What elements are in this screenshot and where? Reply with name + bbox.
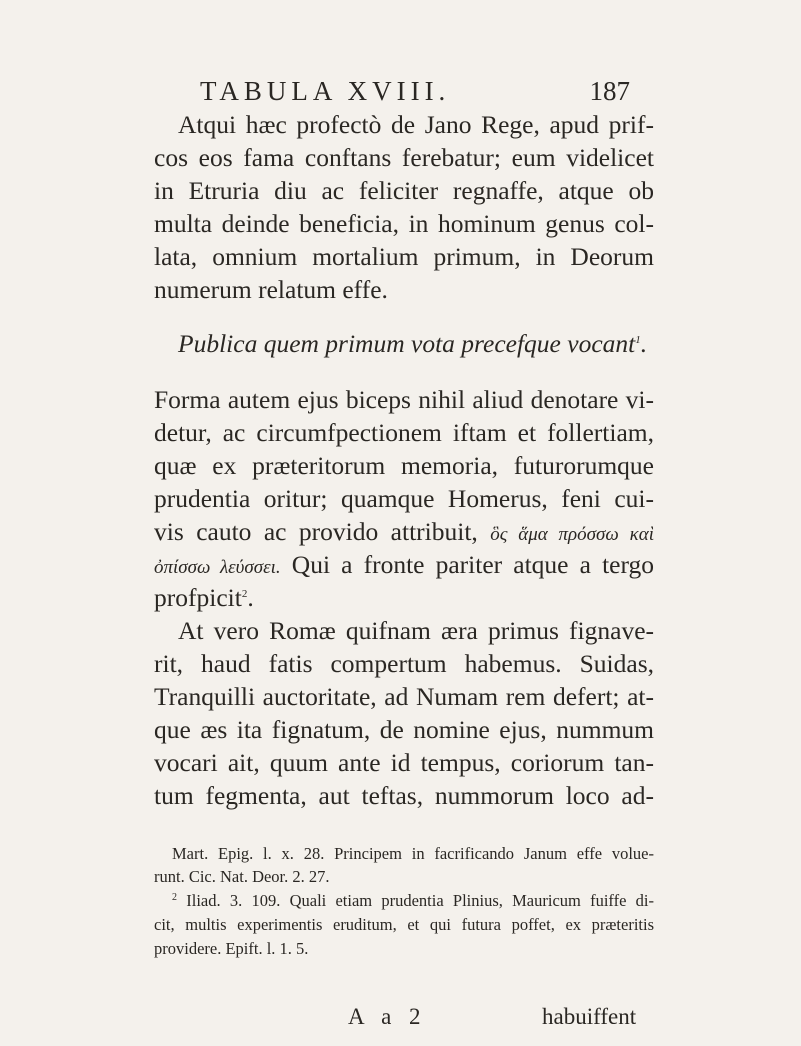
body-text: Qui a fronte pariter atque a tergo [291, 550, 654, 579]
running-title: TABULA XVIII. [200, 76, 451, 106]
footnote-line: cit, multis experimentis eruditum, et qui futura poffet, ex præteritis [154, 915, 654, 934]
body-line: At vero Romæ quifnam æra primus fignave- [178, 616, 654, 645]
page-number: 187 [589, 76, 630, 106]
footnote-line: runt. Cic. Nat. Deor. 2. 27. [154, 867, 330, 886]
body-line: tum fegmenta, aut teftas, nummorum loco ad- [154, 781, 654, 810]
greek-quotation: ὃς ἅμα πρόσσω καὶ [490, 524, 654, 545]
body-line: que æs ita fignatum, de nomine ejus, nummum [154, 715, 654, 744]
greek-quotation: ὀπίσσω λεύσσει. [154, 557, 281, 578]
body-text: profpicit [154, 583, 242, 612]
body-line: quæ ex præteritorum memoria, futurorumque [154, 451, 654, 480]
verse-text: Publica quem primum vota precefque vocant [178, 329, 636, 358]
body-line: in Etruria diu ac feliciter regnaffe, atque ob [154, 176, 654, 205]
body-line: Atqui hæc profectò de Jano Rege, apud prif- [178, 110, 654, 139]
body-line: multa deinde beneficia, in hominum genus col- [154, 209, 654, 238]
footnote-line [154, 893, 654, 910]
body-text: vis cauto ac provido attribuit, [154, 517, 478, 546]
footnote-line: Mart. Epig. l. x. 28. Principem in facrificando Janum effe volue- [172, 844, 654, 863]
body-line: lata, omnium mortalium primum, in Deorum [154, 242, 654, 271]
page-header [200, 76, 630, 107]
body-line-with-greek [154, 552, 654, 578]
body-line: cos eos fama conftans ferebatur; eum videlicet [154, 143, 654, 172]
body-line: prudentia oritur; quamque Homerus, feni cui- [154, 484, 654, 513]
footnote-mark: 2 [172, 892, 177, 903]
verse-quotation: Publica quem primum vota precefque vocant$^1$. [178, 329, 648, 358]
footnote-line: providere. Epift. l. 1. 5. [154, 939, 309, 958]
body-line: numerum relatum effe. [154, 275, 388, 304]
body-line: profpicit$^2$. [154, 583, 254, 612]
body-line-with-greek [154, 519, 654, 545]
body-line: vocari ait, quum ante id tempus, coriorum tan- [154, 748, 654, 777]
body-line: Tranquilli auctoritate, ad Numam rem defert; at- [154, 682, 654, 711]
body-line: rit, haud fatis compertum habemus. Suidas, [154, 649, 654, 678]
body-line: detur, ac circumfpectionem iftam et follertiam, [154, 418, 654, 447]
catchword: habuiffent [542, 1004, 637, 1029]
footnote-ref: 1 [635, 334, 641, 346]
footnote-text: Iliad. 3. 109. Quali etiam prudentia Plinius, Mauricum fuiffe di- [186, 891, 655, 910]
body-line: Forma autem ejus biceps nihil aliud denotare vi- [154, 385, 654, 414]
footnote-ref: 2 [241, 588, 248, 600]
signature-mark: A a 2 [348, 1004, 427, 1029]
